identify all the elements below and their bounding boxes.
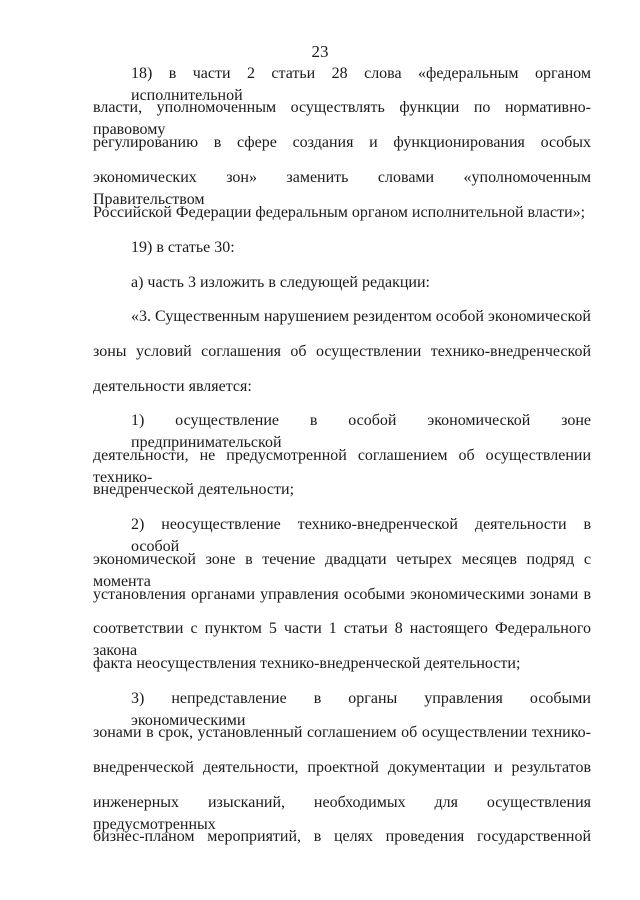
text-line: 18) в части 2 статьи 28 слова «федеральным органом исполнительной [131, 65, 591, 104]
text-line: 2) неосуществление технико-внедренческой деятельности в особой [131, 516, 591, 555]
page-number: 23 [311, 42, 329, 61]
text-line: зоны условий соглашения об осуществлении технико-внедренческой [93, 343, 591, 360]
text-line: 1) осуществление в особой экономической зоне предпринимательской [131, 412, 591, 451]
text-line: внедренческой деятельности; [93, 481, 295, 498]
text-line: регулированию в сфере создания и функционирования особых [93, 134, 591, 151]
text-line: деятельности является: [93, 378, 252, 395]
text-line: власти, уполномоченным осуществлять функции по нормативно-правовому [93, 99, 591, 138]
text-line: инженерных изысканий, необходимых для осуществления предусмотренных [93, 794, 591, 833]
text-line: деятельности, не предусмотренной соглашением об осуществлении технико- [93, 447, 591, 486]
text-line: экономической зоне в течение двадцати четырех месяцев подряд с момента [93, 551, 591, 590]
text-line: а) часть 3 изложить в следующей редакции: [131, 274, 430, 291]
text-line: факта неосуществления технико-внедренческой деятельности; [93, 655, 521, 672]
text-line: 19) в статье 30: [131, 239, 235, 256]
text-line: бизнес-планом мероприятий, в целях проведения государственной [93, 828, 591, 845]
text-line: зонами в срок, установленный соглашением об осуществлении технико- [93, 724, 591, 741]
text-line: установления органами управления особыми экономическими зонами в [93, 586, 591, 603]
text-line: 3) непредставление в органы управления особыми экономическими [131, 690, 591, 729]
text-line: соответствии с пунктом 5 части 1 статьи 8 настоящего Федерального закона [93, 620, 591, 659]
text-line: «3. Существенным нарушением резидентом особой экономической [131, 308, 591, 325]
text-line: Российской Федерации федеральным органом исполнительной власти»; [93, 204, 586, 221]
text-line: внедренческой деятельности, проектной документации и результатов [93, 759, 591, 776]
text-line: экономических зон» заменить словами «уполномоченным Правительством [93, 169, 591, 208]
